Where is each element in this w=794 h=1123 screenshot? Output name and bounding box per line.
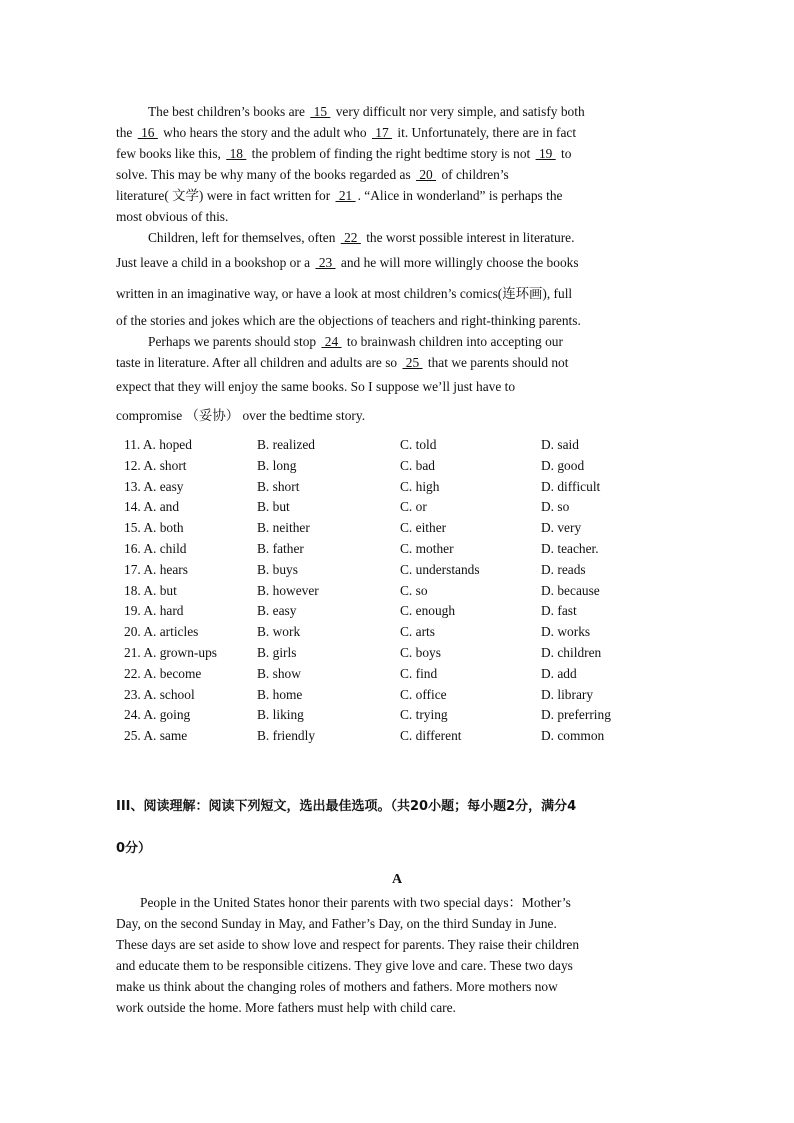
blank-number: 23 (315, 255, 336, 270)
option-choice: D. reads (541, 561, 586, 577)
section-heading-cont (116, 840, 676, 858)
option-choice: B. liking (257, 707, 304, 723)
section-heading-line-2: 0分） (116, 841, 152, 856)
text-line: Perhaps we parents should stop 24 to brainwash children into accepting our (148, 334, 563, 349)
option-choice: C. enough (400, 603, 456, 619)
passage-a-line: work outside the home. More fathers must help with child care. (116, 1000, 456, 1015)
option-choice: D. so (541, 499, 570, 515)
passage-a-body (116, 892, 674, 1018)
blank-number: 15 (310, 104, 331, 119)
option-choice: B. friendly (257, 728, 316, 744)
text-line: most obvious of this. (116, 209, 229, 224)
option-choice: B. short (257, 478, 300, 494)
text-line: The best children’s books are 15 very difficult nor very simple, and satisfy both (148, 104, 585, 119)
option-choice: C. so (400, 582, 428, 598)
blank-number: 25 (402, 355, 423, 370)
option-choice: C. boys (400, 644, 441, 660)
option-choice: 11. A. hoped (124, 437, 192, 452)
option-choice: B. realized (257, 437, 315, 452)
option-choice: 20. A. articles (124, 624, 199, 640)
passage-a-line: These days are set aside to show love and respect for parents. They raise their children (116, 937, 580, 952)
option-choice: C. high (400, 478, 440, 494)
option-choice: B. however (257, 582, 319, 598)
text-line: few books like this, 18 the problem of finding the right bedtime story is not 19 to (116, 146, 572, 161)
option-choice: C. bad (400, 457, 435, 473)
option-choice: C. told (400, 437, 437, 452)
option-choice: B. work (257, 624, 301, 640)
passage-a-line: and educate them to be responsible citizens. They give love and care. These two days (116, 958, 573, 973)
option-choice: C. different (400, 728, 462, 744)
text-line: solve. This may be why many of the books regarded as 20 of children’s (116, 167, 509, 182)
option-choice: D. teacher. (541, 540, 599, 556)
option-choice: B. home (257, 686, 303, 702)
option-choice: D. library (541, 686, 594, 702)
blank-number: 17 (371, 125, 393, 140)
text-line: Children, left for themselves, often 22 the worst possible interest in literature. (148, 230, 575, 245)
option-choice: D. fast (541, 603, 577, 619)
text-line: of the stories and jokes which are the objections of teachers and right-thinking parents. (116, 313, 581, 328)
text-line: literature( 文学) were in fact written for 21 . “Alice in wonderland” is perhaps the (116, 188, 563, 203)
option-choice: C. either (400, 520, 447, 536)
passage-a-line: make us think about the changing roles of mothers and fathers. More mothers now (116, 979, 558, 994)
passage-a-line: Day, on the second Sunday in May, and Father’s Day, on the third Sunday in June. (116, 916, 557, 931)
text-line: compromise （妥协） over the bedtime story. (116, 408, 366, 423)
section-heading-line-1: III、阅读理解：阅读下列短文，选出最佳选项。（共20小题；每小题2分，满分4 (116, 799, 577, 814)
option-choice: 16. A. child (124, 540, 187, 556)
blank-number: 19 (535, 146, 556, 161)
option-choice: D. good (541, 457, 585, 473)
blank-number: 21 (335, 188, 356, 203)
text-line: taste in literature. After all children and adults are so 25 that we parents should not (116, 355, 569, 370)
option-choice: 25. A. same (124, 728, 188, 744)
option-choice: 23. A. school (124, 686, 195, 702)
option-choice: D. said (541, 437, 579, 452)
passage-paragraph-1 (116, 101, 674, 227)
option-choice: C. understands (400, 561, 480, 577)
option-choice: B. show (257, 665, 301, 681)
option-choice: C. or (400, 499, 427, 515)
option-choice: B. girls (257, 644, 297, 660)
text-line: expect that they will enjoy the same books. So I suppose we’ll just have to (116, 379, 516, 394)
text-line: Just leave a child in a bookshop or a 23 and he will more willingly choose the books (116, 255, 579, 270)
option-choice: D. common (541, 728, 605, 744)
option-choice: C. find (400, 665, 438, 681)
option-choice: D. add (541, 665, 577, 681)
passage-paragraph-3 (116, 331, 674, 431)
blank-number: 16 (137, 125, 158, 140)
blank-number: 18 (226, 146, 247, 161)
option-choice: B. long (257, 457, 297, 473)
option-choice: D. difficult (541, 478, 601, 494)
option-choice: 15. A. both (124, 520, 184, 536)
option-choice: 24. A. going (124, 707, 191, 723)
option-choice: 13. A. easy (124, 478, 184, 494)
option-choice: C. mother (400, 540, 454, 556)
blank-number: 22 (340, 230, 361, 245)
passage-a-title: A (391, 872, 403, 887)
option-choice: 22. A. become (124, 665, 202, 681)
passage-a-line: People in the United States honor their parents with two special days：Mother’s (140, 895, 571, 910)
option-choice: B. buys (257, 561, 298, 577)
blank-number: 24 (321, 334, 342, 349)
option-choice: D. preferring (541, 707, 611, 723)
option-choice: 21. A. grown-ups (124, 644, 217, 660)
option-choice: D. because (541, 582, 600, 598)
option-choice: C. trying (400, 707, 448, 723)
option-choice: D. children (541, 644, 602, 660)
option-choice: 19. A. hard (124, 603, 184, 619)
option-choice: B. but (257, 499, 290, 515)
option-choice: 14. A. and (124, 499, 180, 515)
option-choice: 12. A. short (124, 457, 187, 473)
option-choice: B. easy (257, 603, 297, 619)
option-choice: B. neither (257, 520, 310, 536)
option-choice: C. arts (400, 624, 435, 640)
option-choice: D. works (541, 624, 591, 640)
option-choice: 17. A. hears (124, 561, 188, 577)
section-heading (116, 798, 676, 816)
option-choice: D. very (541, 520, 582, 536)
text-line: written in an imaginative way, or have a look at most children’s comics(连环画), full (116, 286, 573, 301)
option-choice: B. father (257, 540, 304, 556)
passage-paragraph-2 (116, 227, 674, 331)
text-line: the 16 who hears the story and the adult who 17 it. Unfortunately, there are in fact (116, 125, 577, 140)
option-choice: 18. A. but (124, 582, 177, 598)
option-choice: C. office (400, 686, 447, 702)
blank-number: 20 (416, 167, 437, 182)
